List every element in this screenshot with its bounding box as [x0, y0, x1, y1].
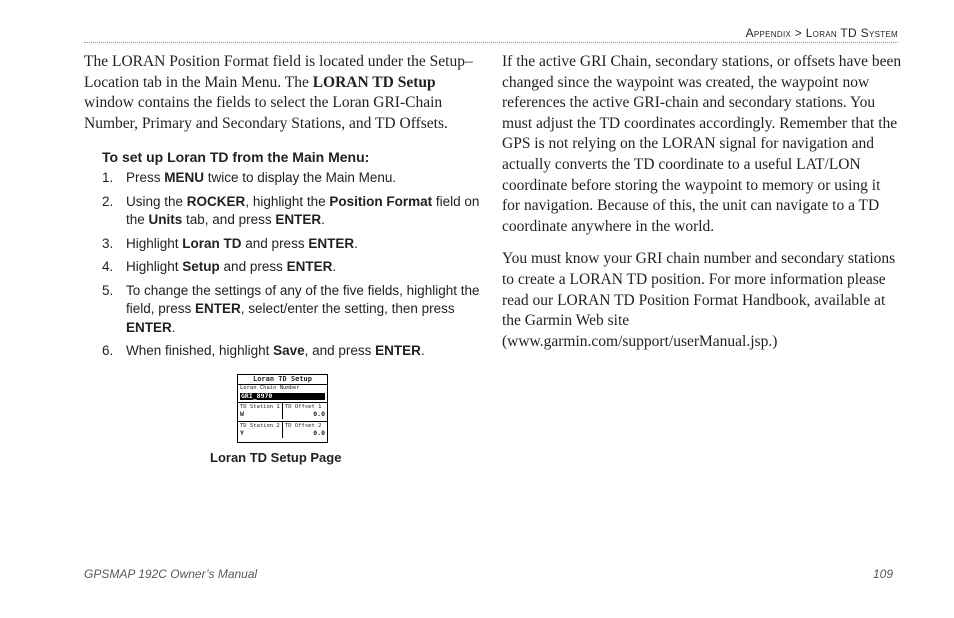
- procedure-heading: To set up Loran TD from the Main Menu:: [102, 149, 370, 165]
- step-text-part: When finished, highlight: [126, 343, 274, 358]
- step-text-part: and press: [241, 235, 309, 251]
- figure-chain-value: GRI_8970: [240, 393, 325, 400]
- step-text: [126, 282, 480, 338]
- procedure-step: [102, 169, 480, 188]
- right-paragraph-2: You must know your GRI chain number and secondary stations to create a LORAN TD position. For more information please read our LORAN TD Position Format Handbook, available at the Garmin Web site (www.garmin.com/support/userManual.jsp.): [502, 250, 896, 350]
- step-text-part: twice to display the Main Menu.: [204, 170, 397, 185]
- step-text: [126, 342, 480, 361]
- step-text-part: .: [420, 343, 425, 358]
- figure-offset1-value: 0.0: [313, 410, 325, 418]
- procedure-step: [102, 235, 480, 254]
- step-text-part: Press: [126, 170, 165, 185]
- step-text-part: , highlight the: [245, 193, 330, 209]
- figure-station2-label: TD Station 2: [240, 423, 280, 429]
- figure-screen-title: Loran TD Setup: [238, 375, 327, 385]
- figure-row-1: [238, 402, 327, 419]
- figure-offset1-label: TD Offset 1: [285, 404, 322, 410]
- header-section: Appendix: [745, 26, 792, 40]
- step-number: 4.: [102, 259, 114, 274]
- step-keyword: Save: [273, 343, 305, 358]
- step-text-part: field on the: [126, 193, 480, 227]
- step-text-part: .: [171, 319, 176, 335]
- step-text: [126, 193, 480, 230]
- step-text-part: and press: [219, 259, 287, 274]
- step-number: 6.: [102, 343, 114, 358]
- step-text-part: .: [332, 259, 337, 274]
- intro-text-2: window contains the fields to select the Loran GRI-Chain Number, Primary and Secondary Stations, and TD Offsets.: [84, 94, 448, 132]
- step-keyword: ENTER: [126, 319, 172, 335]
- step-keyword: ENTER: [375, 343, 421, 358]
- step-text-part: , select/enter the setting, then press: [240, 301, 455, 316]
- step-text-part: To change the settings of any of the five fields, highlight the field, press: [126, 282, 480, 316]
- header-separator: >: [794, 26, 803, 40]
- step-keyword: Setup: [182, 259, 220, 274]
- step-text-part: .: [321, 212, 325, 227]
- step-text: [126, 235, 480, 254]
- step-text-part: Highlight: [126, 235, 183, 251]
- figure-station1-label: TD Station 1: [240, 404, 280, 410]
- step-number: 3.: [102, 235, 114, 251]
- procedure-step: [102, 342, 480, 361]
- intro-paragraph: [84, 52, 479, 134]
- step-keyword: ENTER: [195, 301, 241, 316]
- header-rule: [84, 42, 898, 43]
- procedure-step: [102, 258, 480, 277]
- step-keyword: ENTER: [308, 235, 355, 251]
- step-number: 2.: [102, 193, 114, 209]
- step-text-part: .: [354, 235, 358, 251]
- step-text-part: tab, and press: [182, 212, 276, 227]
- intro-text-1: The LORAN Position Format field is located under the Setup–Location tab in the Main Menu. The: [84, 53, 473, 91]
- right-paragraph-1: If the active GRI Chain, secondary stations, or offsets have been changed since the waypoint was created, the waypoint now references the active GRI-chain and secondary stations. You must adjust the TD coordinates accordingly. Remember that the GPS is not relying on the LORAN signal for navigation and actually converts the TD coordinate to a useful LAT/LON coordinate before storing the waypoint to memory or using it for navigation. Because of this, the unit can navigate to a TD coordinate anywhere in the world.: [502, 53, 902, 235]
- procedure-step: [102, 193, 480, 230]
- step-keyword: ROCKER: [186, 193, 246, 209]
- footer-page-number: 109: [872, 567, 893, 581]
- figure-row-2: [238, 421, 327, 438]
- step-text-part: Highlight: [126, 259, 183, 274]
- intro-bold: LORAN TD Setup: [312, 73, 436, 91]
- right-column: [502, 52, 902, 364]
- procedure-steps: [102, 169, 480, 366]
- figure-offset2-label: TD Offset 2: [285, 423, 322, 429]
- step-text-part: , and press: [304, 343, 376, 358]
- step-text: [126, 258, 480, 277]
- header-title: Loran TD System: [805, 26, 898, 40]
- step-keyword: Position Format: [329, 193, 433, 209]
- step-text-part: Using the: [126, 193, 187, 209]
- figure-station1-value: W: [240, 410, 244, 418]
- step-keyword: ENTER: [286, 259, 333, 274]
- loran-setup-screen-figure: [237, 374, 328, 443]
- procedure-step: [102, 282, 480, 338]
- step-text: [126, 169, 480, 188]
- step-keyword: ENTER: [275, 212, 322, 227]
- step-number: 1.: [102, 170, 114, 185]
- running-header: [746, 26, 898, 40]
- figure-caption: Loran TD Setup Page: [210, 450, 342, 465]
- step-number: 5.: [102, 282, 114, 298]
- figure-chain-label: Loran Chain Number: [240, 385, 300, 391]
- step-keyword: Loran TD: [182, 235, 242, 251]
- step-keyword: Units: [148, 212, 183, 227]
- figure-station2-value: Y: [240, 429, 244, 437]
- footer-manual-title: GPSMAP 192C Owner’s Manual: [84, 567, 258, 581]
- step-keyword: MENU: [164, 170, 205, 185]
- figure-offset2-value: 0.0: [313, 429, 325, 437]
